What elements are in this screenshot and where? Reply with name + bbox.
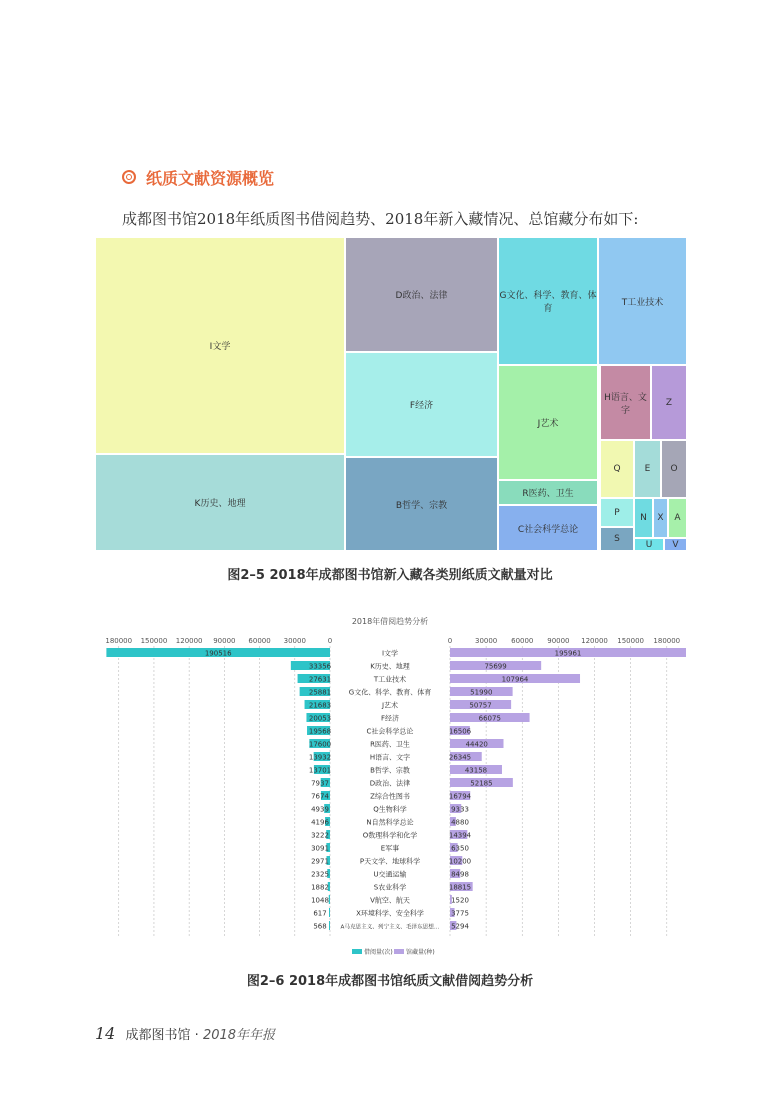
legend-swatch-borrow: [352, 949, 362, 954]
collection-data-label: 16506: [448, 727, 472, 736]
category-label: F经济: [380, 714, 400, 723]
borrow-data-label: 190516: [204, 649, 232, 658]
section-title: 纸质文献资源概览: [146, 169, 275, 188]
section-heading: [122, 166, 274, 189]
treemap-chart: [95, 237, 687, 551]
treemap-tile: R医药、卫生: [498, 480, 598, 505]
ring-bullet-icon: [122, 170, 136, 184]
borrow-data-label: 7674: [311, 792, 329, 801]
treemap-tile: B哲学、宗教: [345, 457, 498, 551]
borrow-data-label: 3222: [311, 831, 329, 840]
collection-data-label: 5294: [451, 922, 469, 931]
borrow-data-label: 1882: [311, 883, 329, 892]
figure-2-5-caption: 图2–5 2018年成都图书馆新入藏各类别纸质文献量对比: [227, 568, 553, 583]
left-axis-tick-label: 90000: [213, 637, 236, 645]
category-label: R医药、卫生: [370, 740, 410, 749]
page-footer: [95, 1024, 275, 1043]
category-label: G文化、科学、教育、体育: [348, 688, 432, 697]
page-number: 14: [95, 1024, 116, 1043]
right-axis-tick-label: 30000: [474, 637, 498, 645]
treemap-tile: E: [634, 440, 661, 498]
borrow-bar: [329, 908, 330, 917]
treemap-tile: O: [661, 440, 687, 498]
borrow-bar: [329, 921, 330, 930]
category-label: K历史、地理: [370, 662, 410, 671]
category-label: J艺术: [381, 701, 399, 710]
legend-swatch-collection: [394, 949, 404, 954]
right-axis-tick-label: 120000: [581, 637, 608, 645]
borrow-data-label: 617: [313, 909, 327, 918]
borrow-data-label: 27631: [308, 675, 332, 684]
treemap-tile: Q: [600, 440, 634, 498]
borrowing-trend-chart: [90, 610, 690, 965]
borrow-data-label: 2325: [311, 870, 329, 879]
collection-data-label: 52185: [470, 779, 493, 788]
category-label: N自然科学总论: [366, 818, 414, 827]
treemap-tile: Z: [651, 365, 687, 440]
left-axis-tick-label: 30000: [283, 637, 306, 645]
borrow-data-label: 20053: [308, 714, 332, 723]
treemap-tile: P: [600, 498, 634, 527]
borrow-data-label: 2971: [311, 857, 329, 866]
borrow-data-label: 19568: [308, 727, 332, 736]
treemap-tile: I文学: [95, 237, 345, 454]
category-label: D政治、法律: [369, 779, 411, 788]
borrow-data-label: 1048: [311, 896, 329, 905]
borrow-bar: [329, 895, 330, 904]
treemap-tile: T工业技术: [598, 237, 687, 365]
treemap-tile: C社会科学总论: [498, 505, 598, 551]
category-label: P天文学、地球科学: [359, 857, 421, 866]
borrow-data-label: 17600: [308, 740, 332, 749]
treemap-tile: N: [634, 498, 653, 538]
footer-report: 2018年年报: [202, 1028, 276, 1043]
borrow-data-label: 21683: [308, 701, 332, 710]
treemap-tile: V: [664, 538, 687, 551]
footer-org: 成都图书馆: [125, 1028, 191, 1043]
treemap-tile: K历史、地理: [95, 454, 345, 551]
treemap-tile: S: [600, 527, 634, 551]
collection-data-label: 26345: [448, 753, 472, 762]
legend-label-borrow: 借阅量(次): [364, 949, 393, 956]
collection-data-label: 1520: [451, 896, 469, 905]
treemap-tile: J艺术: [498, 365, 598, 480]
legend-label-collection: 馆藏量(种): [406, 949, 435, 956]
right-axis-tick-label: 150000: [617, 637, 645, 645]
collection-data-label: 50757: [469, 701, 492, 710]
treemap-tile: H语言、文字: [600, 365, 651, 440]
treemap-tile: D政治、法律: [345, 237, 498, 352]
collection-data-label: 66075: [478, 714, 501, 723]
borrow-data-label: 25881: [308, 688, 332, 697]
right-axis-tick-label: 180000: [653, 637, 681, 645]
treemap-tile: G文化、科学、教育、体育: [498, 237, 598, 365]
category-label: U交通运输: [373, 870, 407, 879]
collection-data-label: 10200: [448, 857, 472, 866]
right-axis-tick-label: 60000: [511, 637, 534, 645]
borrow-data-label: 7937: [311, 779, 329, 788]
collection-data-label: 14394: [448, 831, 472, 840]
treemap-tile: A: [668, 498, 687, 538]
category-label: X环境科学、安全科学: [356, 909, 424, 918]
collection-data-label: 6350: [451, 844, 469, 853]
treemap-tile: U: [634, 538, 664, 551]
collection-data-label: 9333: [451, 805, 469, 814]
collection-data-label: 43158: [464, 766, 488, 775]
borrow-data-label: 13932: [308, 753, 332, 762]
borrow-data-label: 4939: [311, 805, 329, 814]
category-label: Q生物科学: [373, 805, 407, 814]
right-axis-tick-label: 90000: [547, 637, 570, 645]
borrow-data-label: 4196: [311, 818, 329, 827]
category-label: T工业技术: [373, 675, 407, 684]
collection-data-label: 4880: [451, 818, 469, 827]
collection-data-label: 3775: [451, 909, 469, 918]
footer-separator: ·: [194, 1028, 199, 1043]
category-label: C社会科学总论: [366, 727, 414, 736]
left-axis-tick-label: 180000: [105, 637, 133, 645]
collection-data-label: 8498: [451, 870, 469, 879]
borrow-data-label: 13701: [308, 766, 332, 775]
collection-data-label: 75699: [484, 662, 507, 671]
collection-data-label: 44420: [465, 740, 488, 749]
intro-paragraph: 成都图书馆2018年纸质图书借阅趋势、2018年新入藏情况、总馆藏分布如下:: [122, 210, 639, 228]
collection-data-label: 18815: [448, 883, 472, 892]
borrow-data-label: 3091: [311, 844, 329, 853]
chart-title: 2018年借阅趋势分析: [351, 617, 429, 626]
category-label: S农业科学: [373, 883, 407, 892]
collection-data-label: 195961: [554, 649, 582, 658]
category-label: E军事: [380, 844, 400, 853]
collection-data-label: 107964: [501, 675, 529, 684]
treemap-tile: F经济: [345, 352, 498, 457]
figure-2-6-caption: 图2–6 2018年成都图书馆纸质文献借阅趋势分析: [246, 974, 534, 989]
category-label: H语言、文字: [369, 753, 411, 762]
left-axis-tick-label: 150000: [140, 637, 168, 645]
category-label: Z综合性图书: [370, 792, 410, 801]
category-label: A马克思主义、列宁主义、毛泽东思想…: [340, 924, 440, 931]
borrow-data-label: 33356: [308, 662, 332, 671]
category-label: B哲学、宗教: [370, 766, 410, 775]
left-axis-tick-label: 60000: [248, 637, 271, 645]
collection-data-label: 51990: [470, 688, 493, 697]
category-label: O数理科学和化学: [362, 831, 418, 840]
category-label: V航空、航天: [370, 896, 410, 905]
borrow-data-label: 568: [313, 922, 327, 931]
right-axis-tick-label: 0: [447, 637, 453, 645]
collection-data-label: 16794: [448, 792, 472, 801]
left-axis-tick-label: 0: [327, 637, 333, 645]
category-label: I文学: [381, 649, 399, 658]
treemap-tile: X: [653, 498, 668, 538]
left-axis-tick-label: 120000: [175, 637, 203, 645]
